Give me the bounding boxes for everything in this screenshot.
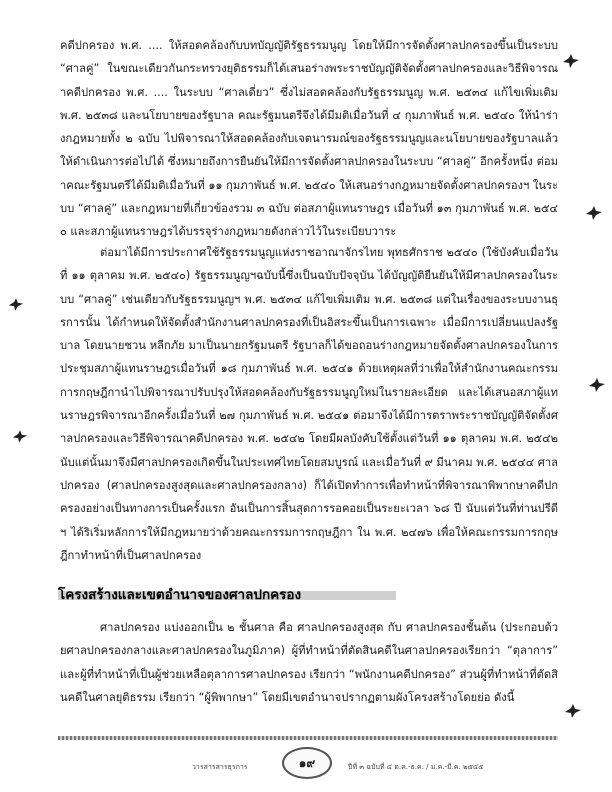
dove-icon <box>12 430 28 443</box>
paragraph-constitution-2540: ต่อมาได้มีการประกาศใช้รัฐธรรมนูญแห่งราชอาณาจักรไทย พุทธศักราช ๒๕๔๐ (ใช้บังคับเมื่อวันที่ ๑๑ ตุลาคม พ.ศ. ๒๕๔๐) รัฐธรรมนูญฯฉบับนี้ซึ่งเป็นฉบับปัจจุบัน ได้บัญญัติยืนยันให้มีศาลปกครองในระบบ “ศาลคู่” เช่นเดียวกับรัฐธรรมนูญฯ พ.ศ. ๒๕๓๔ แก้ไขเพิ่มเติม พ.ศ. ๒๕๓๘ แต่ในเรื่องของระบบงานธุรการนั้น ได้กำหนดให้จัดตั้งสำนักงานศาลปกครองที่เป็นอิสระขึ้นเป็นการเฉพาะ เมื่อมีการเปลี่ยนแปลงรัฐบาล โดยนายชวน หลีกภัย มาเป็นนายกรัฐมนตรี รัฐบาลก็ได้ขอถอนร่างกฎหมายจัดตั้งศาลปกครองในการประชุมสภาผู้แทนราษฎรเมื่อวันที่ ๑๘ กุมภาพันธ์ พ.ศ. ๒๕๔๑ ด้วยเหตุผลที่ว่าเพื่อให้สำนักงานคณะกรรมการกฤษฎีกานำไปพิจารณาปรับปรุงให้สอดคล้องกับรัฐธรรมนูญใหม่ในรายละเอียด และได้เสนอสภาผู้แทนราษฎรพิจารณาอีกครั้งเมื่อวันที่ ๒๗ กุมภาพันธ์ พ.ศ. ๒๕๔๑ ต่อมาจึงได้มีการตราพระราชบัญญัติจัดตั้งศาลปกครองและวิธีพิจารณาคดีปกครอง พ.ศ. ๒๕๔๒ โดยมีผลบังคับใช้ตั้งแต่วันที่ ๑๑ ตุลาคม พ.ศ. ๒๕๔๒ นับแต่นั้นมาจึงมีศาลปกครองเกิดขึ้นในประเทศไทยโดยสมบูรณ์ และเมื่อวันที่ ๙ มีนาคม พ.ศ. ๒๕๔๔ ศาลปกครอง (ศาลปกครองสูงสุดและศาลปกครองกลาง) ก็ได้เปิดทำการเพื่อทำหน้าที่พิจารณาพิพากษาคดีปกครองอย่างเป็นทางการเป็นครั้งแรก อันเป็นการสิ้นสุดการรอคอยเป็นระยะเวลา ๖๘ ปี นับแต่วันที่ท่านปรีดีฯ ได้ริเริ่มหลักการให้มีกฎหมายว่าด้วยคณะกรรมการกฤษฎีกา ใน พ.ศ. ๒๔๗๖ เพื่อให้คณะกรรมการกฤษฎีกาทำหน้าที่เป็นศาลปกครอง <box>60 246 558 562</box>
dove-icon <box>8 298 24 311</box>
paragraph-intro-continuation: คดีปกครอง พ.ศ. .... ให้สอดคล้องกับบทบัญญัติรัฐธรรมนูญ โดยให้มีการจัดตั้งศาลปกครองขึ้นเป็นระบบ “ศาลคู่” ในขณะเดียวกันกระทรวงยุติธรรมก็ได้เสนอร่างพระราชบัญญัติจัดตั้งศาลปกครองและวิธีพิจารณาคดีปกครอง พ.ศ. .... ในระบบ “ศาลเดี่ยว” ซึ่งไม่สอดคล้องกับรัฐธรรมนูญ พ.ศ. ๒๕๓๔ แก้ไขเพิ่มเติม พ.ศ. ๒๕๓๘ และนโยบายของรัฐบาล คณะรัฐมนตรีจึงได้มีมติเมื่อวันที่ ๔ กุมภาพันธ์ พ.ศ. ๒๕๔๐ ให้นำร่างกฎหมายทั้ง ๒ ฉบับ ไปพิจารณาให้สอดคล้องกับเจตนารมณ์ของรัฐธรรมนูญและนโยบายของรัฐบาลแล้วให้ดำเนินการต่อไปได้ ซึ่งหมายถึงการยืนยันให้มีการจัดตั้งศาลปกครองในระบบ “ศาลคู่” อีกครั้งหนึ่ง ต่อมาคณะรัฐมนตรีได้มีมติเมื่อวันที่ ๑๑ กุมภาพันธ์ พ.ศ. ๒๕๔๐ ให้เสนอร่างกฎหมายจัดตั้งศาลปกครองฯ ในระบบ “ศาลคู่” และกฎหมายที่เกี่ยวข้องรวม ๓ ฉบับ ต่อสภาผู้แทนราษฎร เมื่อวันที่ ๑๓ กุมภาพันธ์ พ.ศ. ๒๕๔๐ และสภาผู้แทนราษฎรได้บรรจุร่างกฎหมายดังกล่าวไว้ในระเบียบวาระ <box>60 39 558 239</box>
page-number: ๑๙ <box>298 755 316 770</box>
page-number-badge <box>282 747 332 779</box>
dove-icon <box>564 704 582 718</box>
dove-icon <box>562 54 580 68</box>
paragraph-court-structure: ศาลปกครอง แบ่งออกเป็น ๒ ชั้นศาล คือ ศาลปกครองสูงสุด กับ ศาลปกครองชั้นต้น (ประกอบด้วยศาลปกครองกลางและศาลปกครองในภูมิภาค) ผู้ที่ทำหน้าที่ตัดสินคดีในศาลปกครองเรียกว่า “ตุลาการ” และผู้ที่ทำหน้าที่เป็นผู้ช่วยเหลือตุลาการศาลปกครอง เรียกว่า “พนักงานคดีปกครอง” ส่วนผู้ที่ทำหน้าที่ตัดสินคดีในศาลยุติธรรม เรียกว่า “ผู้พิพากษา” โดยมีเขตอำนาจปรากฏตามผังโครงสร้างโดยย่อ ดังนี้ <box>60 621 558 704</box>
footer-divider <box>58 736 558 740</box>
section-heading: โครงสร้างและเขตอำนาจของศาลปกครอง <box>58 583 478 605</box>
dove-icon <box>585 206 603 220</box>
footer-journal-name: วารสารสารธุรการ <box>192 763 248 771</box>
footer-issue-info: ปีที่ ๓ ฉบับที่ ๔ ต.ค.-ธ.ค. / ม.ค.-มี.ค. ๒๕๔๕ <box>348 763 484 771</box>
dove-icon <box>588 378 606 392</box>
